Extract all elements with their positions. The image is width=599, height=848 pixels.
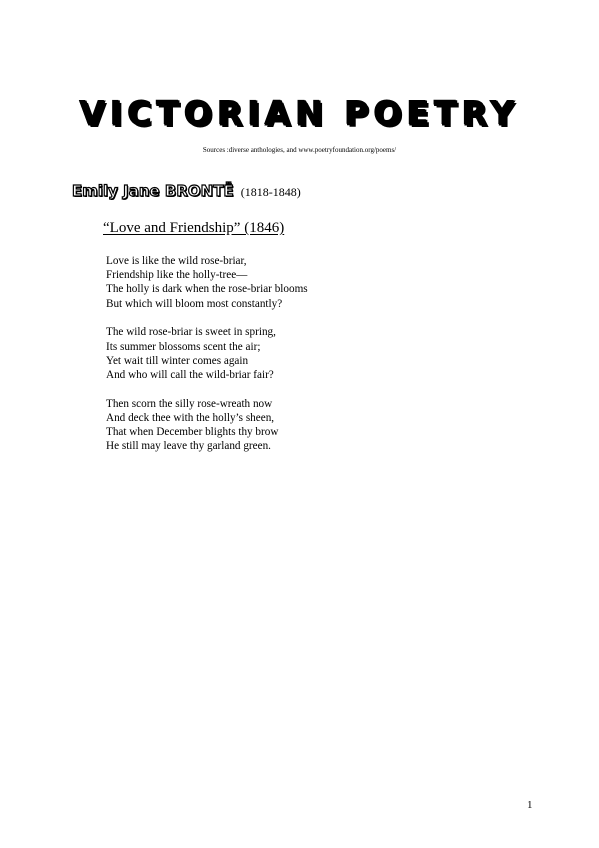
poem-title: “Love and Friendship” (1846) [103, 220, 285, 236]
poem-line: Then scorn the silly rose-wreath now [106, 397, 273, 410]
poem-line: He still may leave thy garland green. [106, 440, 271, 453]
poem-line: The wild rose-briar is sweet in spring, [106, 326, 276, 339]
poem-body [106, 254, 308, 468]
page-number: 1 [527, 799, 533, 811]
poem-line: Its summer blossoms scent the air; [106, 340, 261, 353]
stanza [106, 397, 308, 454]
poem-line: And who will call the wild-briar fair? [106, 369, 274, 382]
author-dates: (1818-1848) [240, 185, 301, 199]
poem-line: Love is like the wild rose-briar, [106, 255, 247, 267]
poem-line: Yet wait till winter comes again [106, 354, 249, 367]
stanza [106, 325, 308, 382]
poem-line: And deck thee with the holly’s sheen, [106, 412, 275, 425]
poem-line: But which will bloom most constantly? [106, 297, 283, 310]
poem-line: Friendship like the holly-tree— [106, 269, 248, 282]
poem-line: That when December blights thy brow [106, 426, 279, 439]
author-heading [72, 182, 301, 201]
poem-line: The holly is dark when the rose-briar blooms [106, 283, 308, 296]
author-name: Emily Jane BRONTË [72, 182, 234, 200]
stanza [106, 254, 308, 311]
sources-note: Sources :diverse anthologies, and www.poetryfoundation.org/poems/ [202, 146, 397, 154]
page-title: VICTORIAN POETRY [79, 94, 520, 133]
